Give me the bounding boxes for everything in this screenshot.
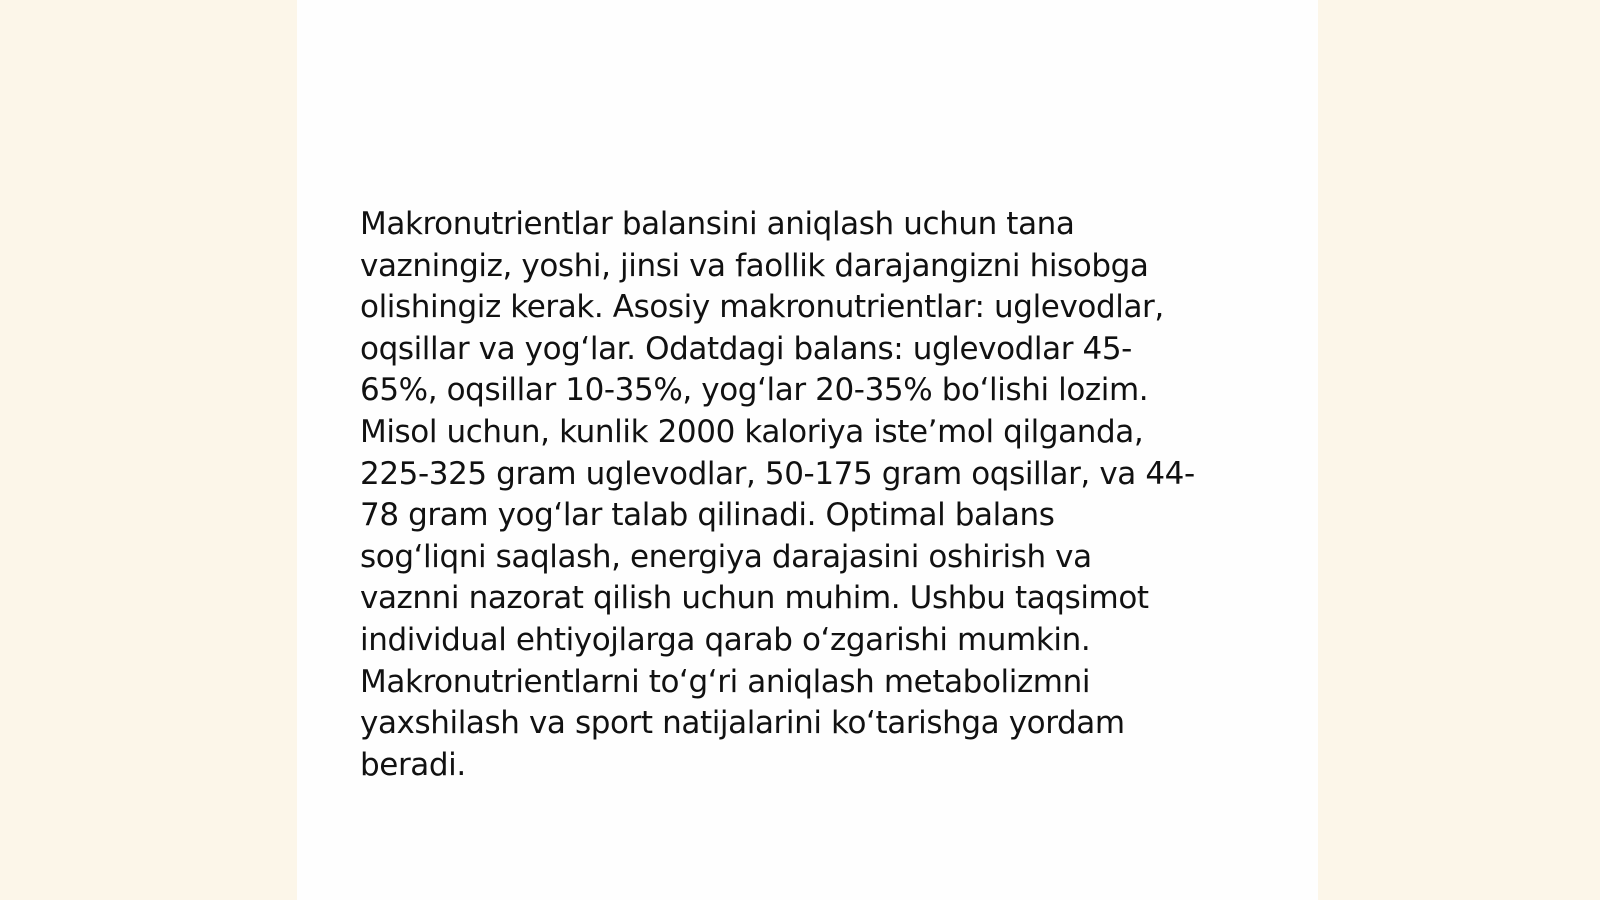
body-paragraph: Makronutrientlar balansini aniqlash uchun tana vazningiz, yoshi, jinsi va faollik darajangizni hisobga olishingiz kerak. Asosiy makronutrientlar: uglevodlar, oqsillar va yog‘lar. Odatdagi balans: uglevodlar 45- 65%, oqsillar 10-35%, yog‘lar 20-35% bo‘lishi lozim. Misol uchun, kunlik 2000 kaloriya iste’mol qilganda, 225-325 gram uglevodlar, 50-175 gram oqsillar, va 44- 78 gram yog‘lar talab qilinadi. Optimal balans sog‘liqni saqlash, energiya darajasini oshirish va vaznni nazorat qilish uchun muhim. Ushbu taqsimot individual ehtiyojlarga qarab o‘zgarishi mumkin. Makronutrientlarni to‘g‘ri aniqlash metabolizmni yaxshilash va sport natijalarini ko‘tarishga yordam beradi. (360, 206, 1195, 783)
document-page (297, 0, 1318, 900)
